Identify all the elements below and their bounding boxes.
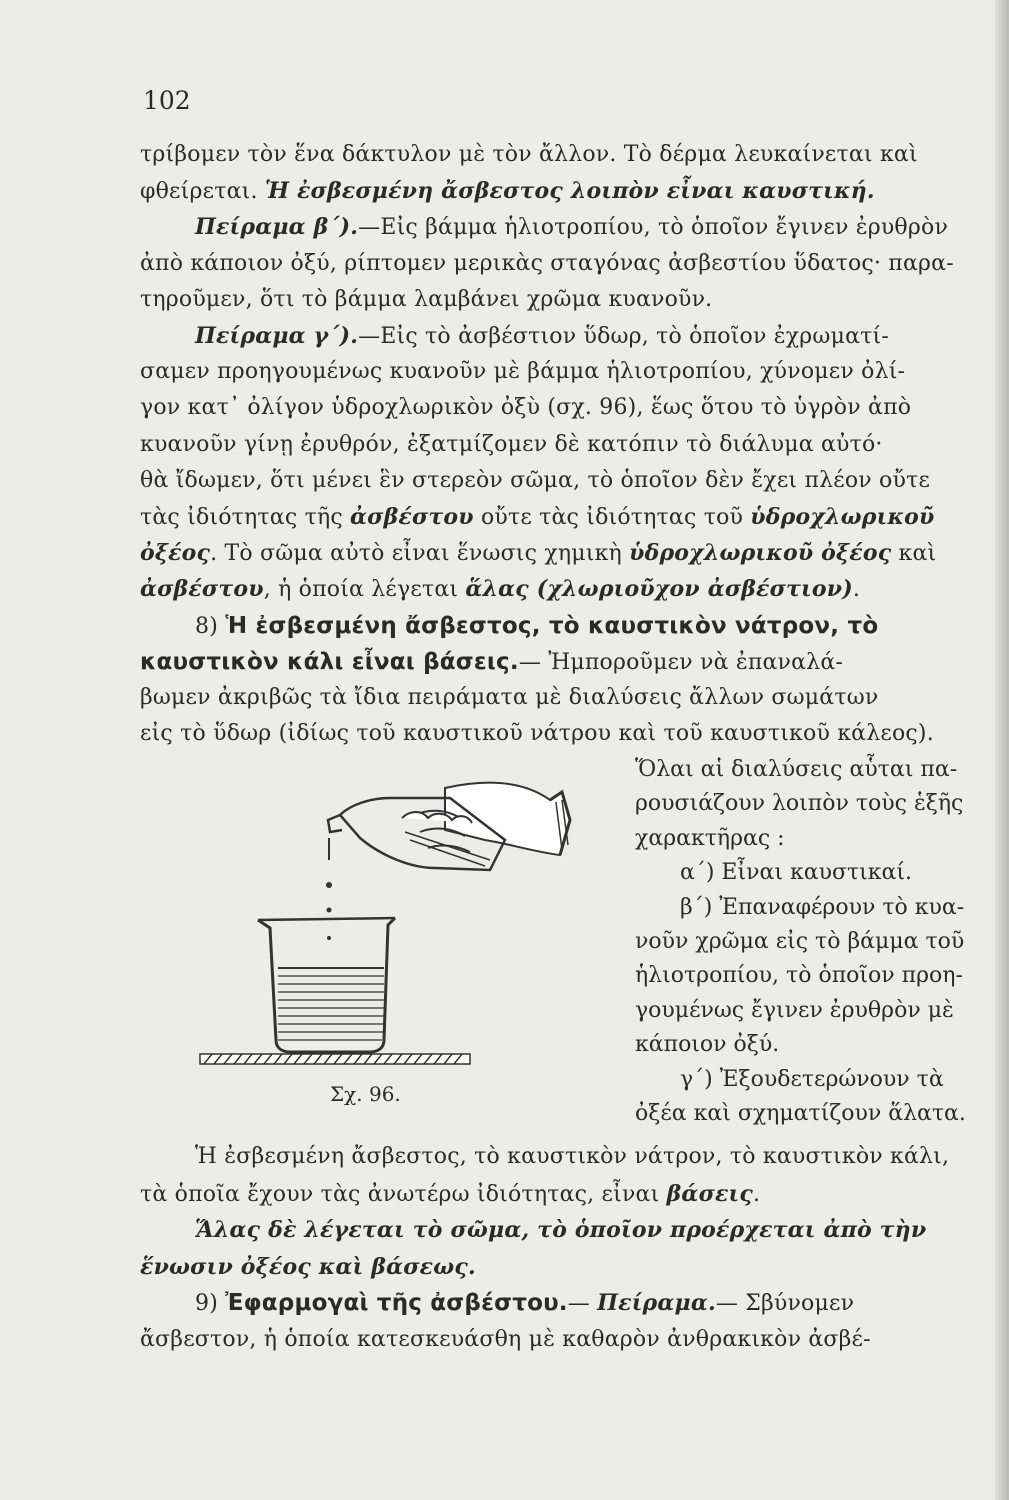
text-run: ἀσβέστου: [350, 504, 474, 530]
lines-line: [140, 249, 990, 279]
text-run: — Σβύνομεν: [715, 1291, 855, 1316]
text-run: τρίβομεν τὸν ἕνα δάκτυλον μὲ τὸν ἄλλον. Τὸ δέρμα λευκαίνεται καὶ: [140, 142, 918, 167]
beaker-figure-illustration: [190, 760, 630, 1070]
text-run: γον κατ᾽ ὀλίγον ὑδροχλωρικὸν ὀξὺ (σχ. 96), ἕως ὅτου τὸ ὑγρὸν ἀπὸ: [140, 395, 912, 421]
bottom_lines-line: [195, 1288, 1009, 1319]
text-run: οὔτε τὰς ἰδιότητας τοῦ: [473, 505, 751, 530]
text-run: τὰς ἰδιότητας τῆς: [140, 505, 351, 530]
lines-line: [140, 140, 990, 170]
figure-side-line: γ΄) Ἐξουδετερώνουν τὰ: [680, 1066, 944, 1092]
page-number: 102: [143, 86, 191, 115]
text-run: βωμεν ἀκριβῶς τὰ ἴδια πειράματα μὲ διαλύσεις ἄλλων σωμάτων: [140, 685, 879, 710]
text-run: ἕνωσιν ὀξέος καὶ βάσεως.: [140, 1253, 476, 1280]
text-run: σαμεν προηγουμένως κυανοῦν μὲ βάμμα ἡλιοτροπίου, χύνομεν ὀλί-: [140, 359, 906, 385]
text-run: κυανοῦν γίνῃ ἐρυθρόν, ἐξατμίζομεν δὲ κατόπιν τὸ διάλυμα αὐτό·: [140, 431, 883, 457]
lines-line: [195, 212, 1009, 243]
text-run: . Τὸ σῶμα αὐτὸ εἶναι ἕνωσις χημικὴ: [210, 541, 630, 567]
text-run: καυστικὸν κάλι εἶναι βάσεις.: [140, 648, 519, 675]
text-run: Ἅλας δὲ λέγεται τὸ σῶμα, τὸ ὁποῖον προέρχεται ἀπὸ τὴν: [195, 1217, 927, 1243]
text-run: ἀσβέστου: [140, 576, 264, 603]
figure-caption: Σχ. 96.: [330, 1082, 401, 1106]
text-run: —Εἰς βάμμα ἡλιοτροπίου, τὸ ὁποῖον ἔγινεν ἐρυθρὸν: [358, 215, 949, 241]
lines-line: [140, 285, 990, 315]
text-run: .: [852, 577, 861, 603]
lines-line: [140, 176, 990, 207]
text-run: ὀξέος: [140, 540, 211, 567]
text-run: Πείραμα β΄).: [195, 214, 359, 241]
text-run: εἰς τὸ ὕδωρ (ἰδίως τοῦ καυστικοῦ νάτρου καὶ τοῦ καυστικοῦ κάλεος).: [140, 721, 934, 747]
text-run: τηροῦμεν, ὅτι τὸ βάμμα λαμβάνει χρῶμα κυανοῦν.: [140, 286, 713, 312]
text-run: —Εἰς τὸ ἀσβέστιον ὕδωρ, τὸ ὁποῖον ἐχρωματί-: [358, 324, 889, 349]
text-run: ἅλας (χλωριοῦχον ἀσβέστιον): [465, 576, 853, 603]
text-run: φθείρεται.: [140, 179, 265, 205]
figure-side-line: χαρακτῆρας :: [635, 825, 785, 851]
bottom_lines-line: [140, 1325, 990, 1355]
text-run: θὰ ἴδωμεν, ὅτι μένει ἓν στερεὸν σῶμα, τὸ ὁποῖον δὲν ἔχει πλέον οὔτε: [140, 467, 931, 493]
text-run: Ἡ ἐσβεσμένη ἄσβεστος, τὸ καυστικὸν νάτρον, τὸ καυστικὸν κάλι,: [195, 1144, 950, 1169]
text-run: , ἡ ὁποία λέγεται: [263, 577, 466, 603]
lines-line: [195, 611, 1009, 642]
text-run: Πείραμα.: [597, 1290, 716, 1316]
lines-line: [140, 538, 990, 569]
text-run: Ἐφαρμογαὶ τῆς ἀσβέστου.: [225, 1290, 568, 1316]
figure-side-line: α΄) Εἶναι καυστικαί.: [680, 860, 912, 886]
figure-side-line: γουμένως ἔγινεν ἐρυθρὸν μὲ: [635, 997, 954, 1023]
lines-line: [140, 574, 990, 605]
lines-line: [140, 357, 990, 387]
lines-line: [140, 683, 990, 713]
lines-line: [140, 502, 990, 533]
bottom_lines-line: [195, 1215, 1009, 1246]
text-run: 9): [195, 1291, 226, 1316]
lines-line: [140, 647, 990, 678]
text-run: ὑδροχλωρικοῦ ὀξέος: [629, 540, 892, 567]
text-run: Ἡ ἐσβεσμένη ἄσβεστος, τὸ καυστικὸν νάτρον, τὸ: [225, 612, 879, 639]
text-run: — Ἠμποροῦμεν νὰ ἐπαναλά-: [518, 649, 844, 675]
text-run: ὑδροχλωρικοῦ: [750, 504, 935, 530]
figure-side-line: νοῦν χρῶμα εἰς τὸ βάμμα τοῦ: [635, 929, 965, 954]
figure-side-line: β΄) Ἐπαναφέρουν τὸ κυα-: [680, 894, 965, 920]
figure-side-line: ἡλιοτροπίου, τὸ ὁποῖον προη-: [635, 963, 963, 989]
text-run: —: [567, 1291, 598, 1316]
lines-line: [140, 466, 990, 496]
lines-line: [195, 321, 1009, 352]
figure-side-line: ρουσιάζουν λοιπὸν τοὺς ἑξῆς: [635, 791, 964, 817]
bottom_lines-line: [195, 1142, 1009, 1172]
bottom_lines-line: [140, 1252, 990, 1283]
figure-side-line: ὀξέα καὶ σχηματίζουν ἅλατα.: [635, 1101, 966, 1126]
text-run: βάσεις: [666, 1180, 753, 1207]
text-run: 8): [195, 613, 226, 639]
text-run: καὶ: [891, 541, 937, 567]
lines-line: [140, 393, 990, 423]
bottom_lines-line: [140, 1179, 990, 1210]
lines-line: [140, 719, 990, 749]
text-run: ἄσβεστον, ἡ ὁποία κατεσκευάσθη μὲ καθαρὸν ἀνθρακικὸν ἀσβέ-: [140, 1326, 871, 1352]
text-run: Πείραμα γ΄).: [195, 323, 359, 349]
lines-line: [140, 430, 990, 460]
text-run: .: [753, 1181, 761, 1207]
text-run: Ἡ ἐσβεσμένη ἄσβεστος λοιπὸν εἶναι καυστική.: [264, 178, 875, 205]
figure-side-line: κάποιον ὀξύ.: [635, 1032, 780, 1058]
figure-side-line: Ὅλαι αἱ διαλύσεις αὗται πα-: [635, 757, 958, 782]
text-run: ἀπὸ κάποιον ὀξύ, ρίπτομεν μερικὰς σταγόνας ἀσβεστίου ὕδατος· παρα-: [140, 250, 954, 276]
text-run: τὰ ὁποῖα ἔχουν τὰς ἀνωτέρω ἰδιότητας, εἶναι: [140, 1181, 667, 1207]
